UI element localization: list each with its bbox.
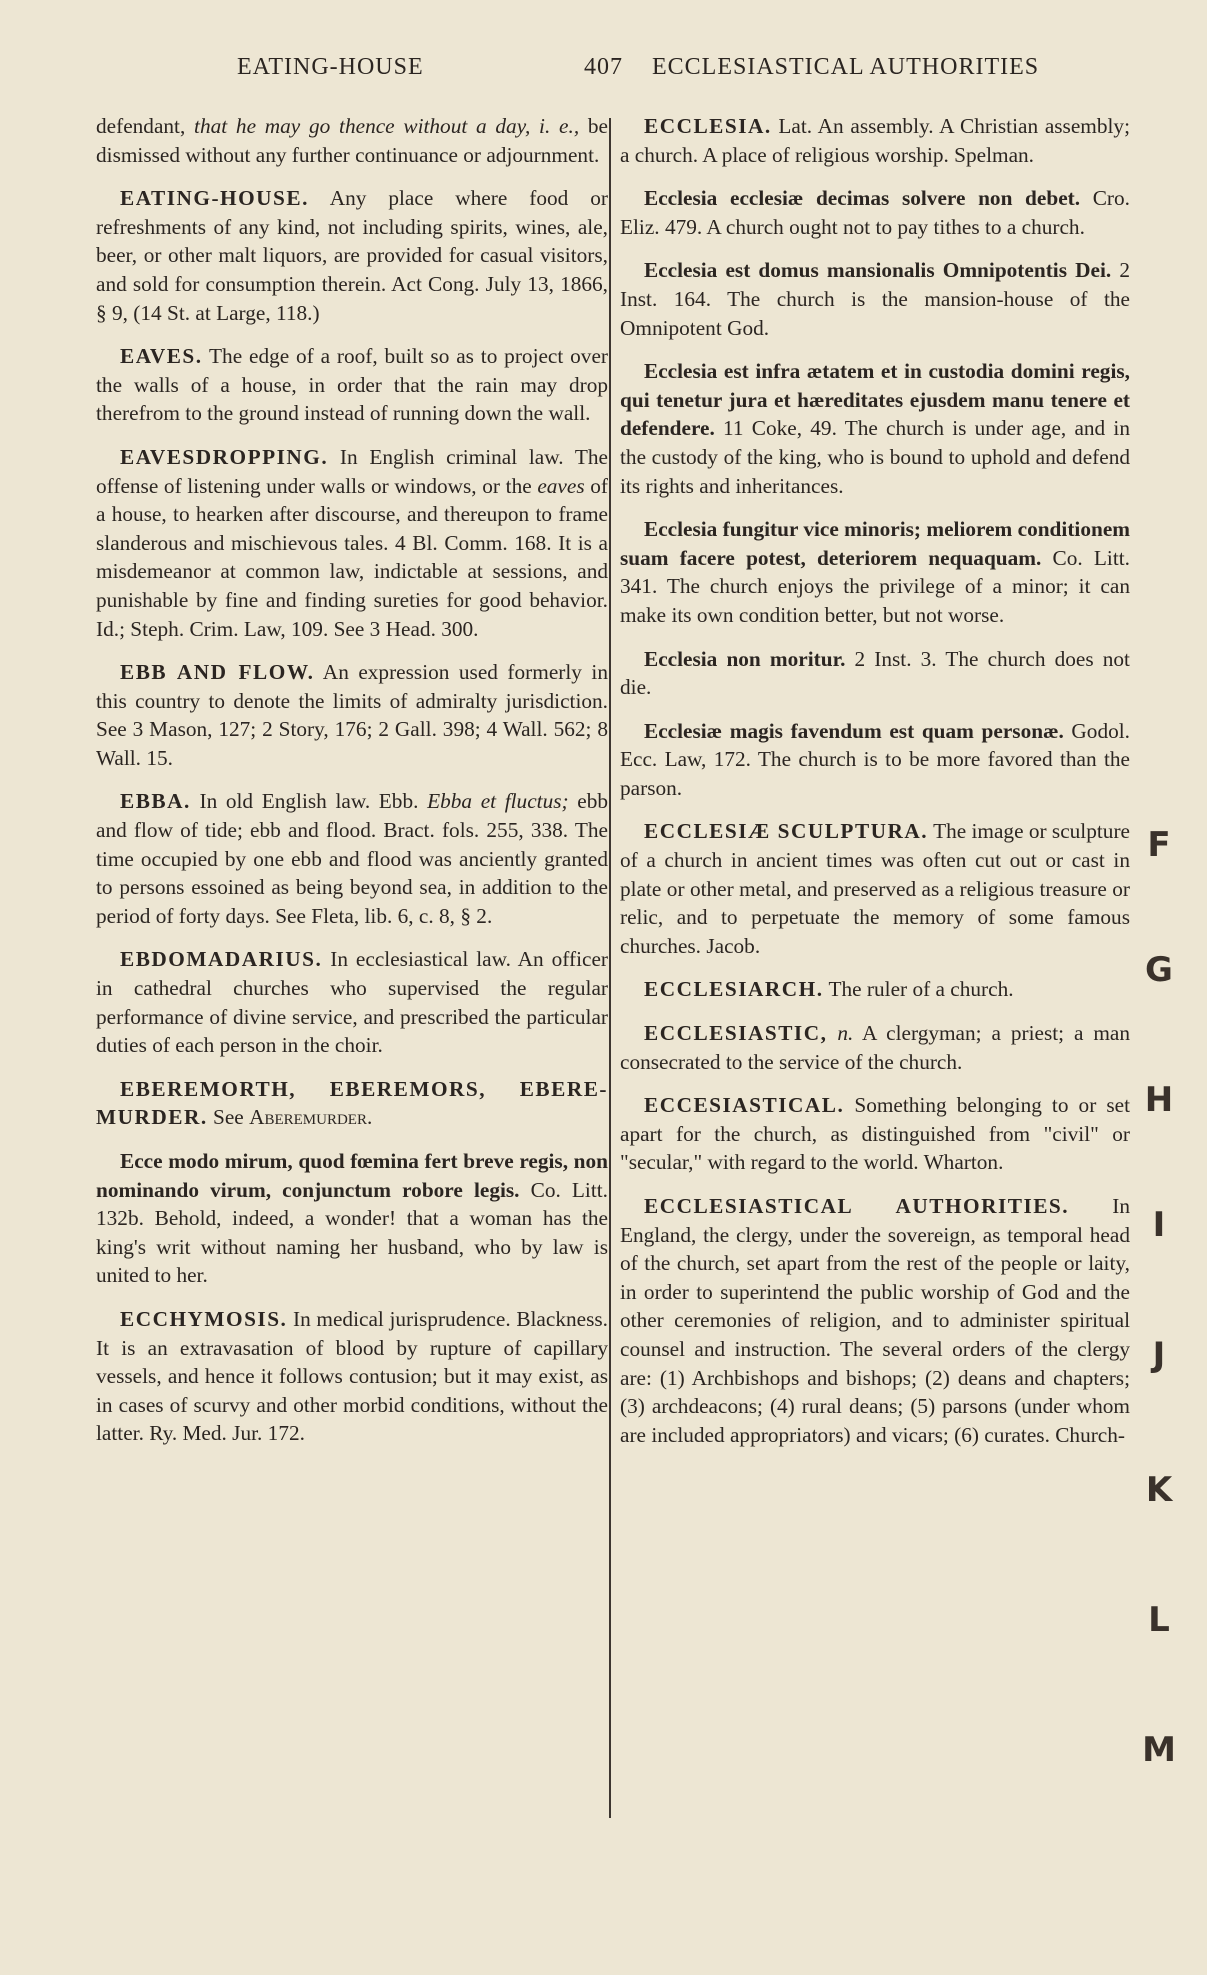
entry-text: 2 Inst. 3. The church does not die. xyxy=(620,646,1130,700)
entry-text: be dismissed without any further continuance or adjournment. xyxy=(96,114,609,167)
entry-headword: EAVES. xyxy=(120,344,203,369)
entry-text: Cro. Eliz. 479. A church ought not to pay tithes to a church. xyxy=(620,186,1130,239)
entry-headword: EATING-HOUSE. xyxy=(120,186,309,211)
dictionary-entry xyxy=(620,515,1130,629)
left-column xyxy=(96,112,608,1463)
entry-maxim: Ecclesia ecclesiæ decimas solvere non debet. xyxy=(644,186,1081,211)
entry-headword: EBBA. xyxy=(120,789,191,814)
dictionary-entry xyxy=(96,1305,608,1448)
dictionary-entry xyxy=(96,1147,608,1290)
dictionary-entry xyxy=(620,112,1130,169)
dictionary-entry xyxy=(96,787,608,930)
dictionary-entry xyxy=(620,357,1130,500)
dictionary-entry xyxy=(96,1075,608,1132)
entry-text: Something belonging to or set apart for the church, as distinguished from "civil" or "secular," with regard to the world. Wharton. xyxy=(620,1093,1130,1175)
entry-text: In English criminal law. The offense of listening under walls or windows, or the xyxy=(96,444,608,498)
entry-text xyxy=(827,1021,837,1045)
dictionary-entry xyxy=(96,184,608,327)
header-right-guide-word: ECCLESIASTICAL AUTHORITIES xyxy=(652,54,1040,80)
entry-headword: EBB AND FLOW. xyxy=(120,660,315,685)
dictionary-entry xyxy=(620,1192,1130,1449)
dictionary-entry xyxy=(96,443,608,643)
entry-text: Ebba et fluctus; xyxy=(427,789,569,814)
dictionary-entry xyxy=(620,975,1130,1004)
entry-text: The edge of a roof, built so as to project over the walls of a house, in order that the rain may drop therefrom to the ground instead of running down the wall. xyxy=(96,344,608,426)
entry-text: defendant, xyxy=(96,114,195,138)
thumb-index-letter[interactable]: H xyxy=(1144,1080,1174,1120)
entry-maxim: Ecclesia est infra ætatem et in custodia domini regis, qui tenetur jura et hæreditates ejusdem manu tenere et defendere. xyxy=(620,359,1130,441)
entry-text: Co. Litt. 341. The church enjoys the privilege of a minor; it can make its own condition better, but not worse. xyxy=(620,545,1130,627)
entry-text: See xyxy=(207,1105,250,1130)
entry-headword: ECCLESIA. xyxy=(644,114,772,138)
entry-headword: ECCLESIASTICAL AUTHORITIES. xyxy=(644,1194,1070,1218)
entry-text: Godol. Ecc. Law, 172. The church is to be more favored than the parson. xyxy=(620,718,1130,800)
thumb-index-letter[interactable]: J xyxy=(1152,1335,1166,1375)
page-number: 407 xyxy=(584,54,623,80)
thumb-index-letter[interactable]: I xyxy=(1152,1205,1166,1245)
entry-text: The ruler of a church. xyxy=(823,977,1014,1002)
entry-maxim: Ecclesia non moritur. xyxy=(644,646,846,671)
entry-maxim: Ecclesia fungitur vice minoris; meliorem conditionem suam facere potest, deteriorem nequaquam. xyxy=(620,517,1131,570)
dictionary-entry xyxy=(620,817,1130,960)
header-left-guide-word: EATING-HOUSE xyxy=(237,54,424,80)
dictionary-entry xyxy=(620,184,1130,241)
entry-headword: EBEREMORTH, EBEREMORS, EBERE-MURDER. xyxy=(96,1076,608,1130)
dictionary-entry xyxy=(620,1019,1130,1076)
entry-text: In medical jurisprudence. Blackness. It is an extravasation of blood by rupture of capillary vessels, and hence it follows contusion; but it may exist, as in cases of scurvy and other morbid conditions, without the latter. Ry. Med. Jur. 172. xyxy=(96,1306,608,1446)
thumb-index-letter[interactable]: M xyxy=(1142,1730,1176,1770)
entry-text: that he may go thence without a day, i. e., xyxy=(194,114,580,138)
dictionary-entry xyxy=(96,112,608,169)
entry-text: In ecclesiastical law. An officer in cathedral churches who supervised the regular performance of divine service, and prescribed the particular duties of each person in the choir. xyxy=(96,947,608,1058)
right-column xyxy=(620,112,1130,1464)
entry-headword: EBDOMADARIUS. xyxy=(120,947,323,972)
dictionary-entry xyxy=(620,645,1130,702)
entry-text: An expression used formerly in this country to denote the limits of admiralty jurisdiction. See 3 Mason, 127; 2 Story, 176; 2 Gall. 398; 4 Wall. 562; 8 Wall. 15. xyxy=(96,660,608,770)
entry-maxim: Ecclesiæ magis favendum est quam personæ. xyxy=(644,718,1064,743)
entry-headword: ECCESIASTICAL. xyxy=(644,1093,845,1118)
entry-text: ebb and flow of tide; ebb and flood. Bract. fols. 255, 338. The time occupied by one ebb and flood was anciently granted to persons essoined as being beyond sea, in addition to the period of forty days. See Fleta, lib. 6, c. 8, § 2. xyxy=(96,789,609,928)
entry-text: Aberemurder. xyxy=(249,1105,373,1130)
entry-text: Any place where food or refreshments of any kind, not including spirits, wines, ale, beer, or other malt liquors, are provided for casual visitors, and sold for consumption therein. Act Cong. July 13, 1866, § 9, (14 St. at Large, 118.) xyxy=(96,186,608,325)
entry-text: n. xyxy=(837,1021,854,1046)
thumb-index-letter[interactable]: L xyxy=(1148,1600,1170,1640)
entry-headword: EAVESDROPPING. xyxy=(120,444,329,469)
dictionary-entry xyxy=(96,342,608,428)
dictionary-entry xyxy=(96,658,608,772)
entry-maxim: Ecce modo mirum, quod fœmina fert breve regis, non nominando virum, conjunctum robore legis. xyxy=(96,1149,608,1202)
dictionary-entry xyxy=(620,256,1130,342)
entry-text: A clergyman; a priest; a man consecrated to the service of the church. xyxy=(620,1021,1130,1074)
dictionary-entry xyxy=(620,717,1130,803)
entry-text: In old English law. Ebb. xyxy=(190,789,428,814)
dictionary-entry xyxy=(620,1091,1130,1177)
entry-text: 2 Inst. 164. The church is the mansion-house of the Omnipotent God. xyxy=(620,258,1130,340)
thumb-index-letter[interactable]: F xyxy=(1147,825,1171,865)
entry-text: Co. Litt. 132b. Behold, indeed, a wonder! that a woman has the king's writ without naming her husband, who by law is united to her. xyxy=(96,1177,608,1288)
entry-headword: ECCLESIARCH. xyxy=(644,977,824,1002)
entry-text: Lat. An assembly. A Christian assembly; a church. A place of religious worship. Spelman. xyxy=(620,114,1130,167)
running-header xyxy=(0,54,1207,94)
entry-text: 11 Coke, 49. The church is under age, and in the custody of the king, who is bound to uphold and defend its rights and inheritances. xyxy=(620,416,1130,498)
entry-text: The image or sculpture of a church in ancient times was often cut out or cast in plate or other metal, and preserved as a religious treasure or relic, and to perpetuate the memory of some famous churches. Jacob. xyxy=(620,819,1130,958)
thumb-index-letter[interactable]: G xyxy=(1145,950,1173,990)
entry-headword: ECCHYMOSIS. xyxy=(120,1306,288,1331)
thumb-index-letter[interactable]: K xyxy=(1145,1470,1173,1510)
entry-maxim: Ecclesia est domus mansionalis Omnipotentis Dei. xyxy=(644,258,1112,283)
entry-headword: ECCLESIASTIC, xyxy=(644,1021,828,1046)
entry-headword: ECCLESIÆ SCULPTURA. xyxy=(644,819,929,844)
entry-text: In England, the clergy, under the sovereign, as temporal head of the church, set apart from the rest of the people or laity, in order to superintend the public worship of God and the other ceremonies of religion, and to administer spiritual counsel and instruction. The several orders of the clergy are: (1) Archbishops and bishops; (2) deans and chapters; (3) archdeacons; (4) rural deans; (5) parsons (under whom are included appropriators) and vicars; (6) curates. Church- xyxy=(620,1194,1130,1447)
column-divider xyxy=(609,118,611,1818)
entry-text: of a house, to hearken after discourse, and thereupon to frame slanderous and mischievous tales. 4 Bl. Comm. 168. It is a misdemeanor at common law, indictable at sessions, and punishable by fine and finding sureties for good behavior. Id.; Steph. Crim. Law, 109. See 3 Head. 300. xyxy=(96,473,608,641)
entry-text: eaves xyxy=(537,473,585,498)
dictionary-entry xyxy=(96,945,608,1059)
